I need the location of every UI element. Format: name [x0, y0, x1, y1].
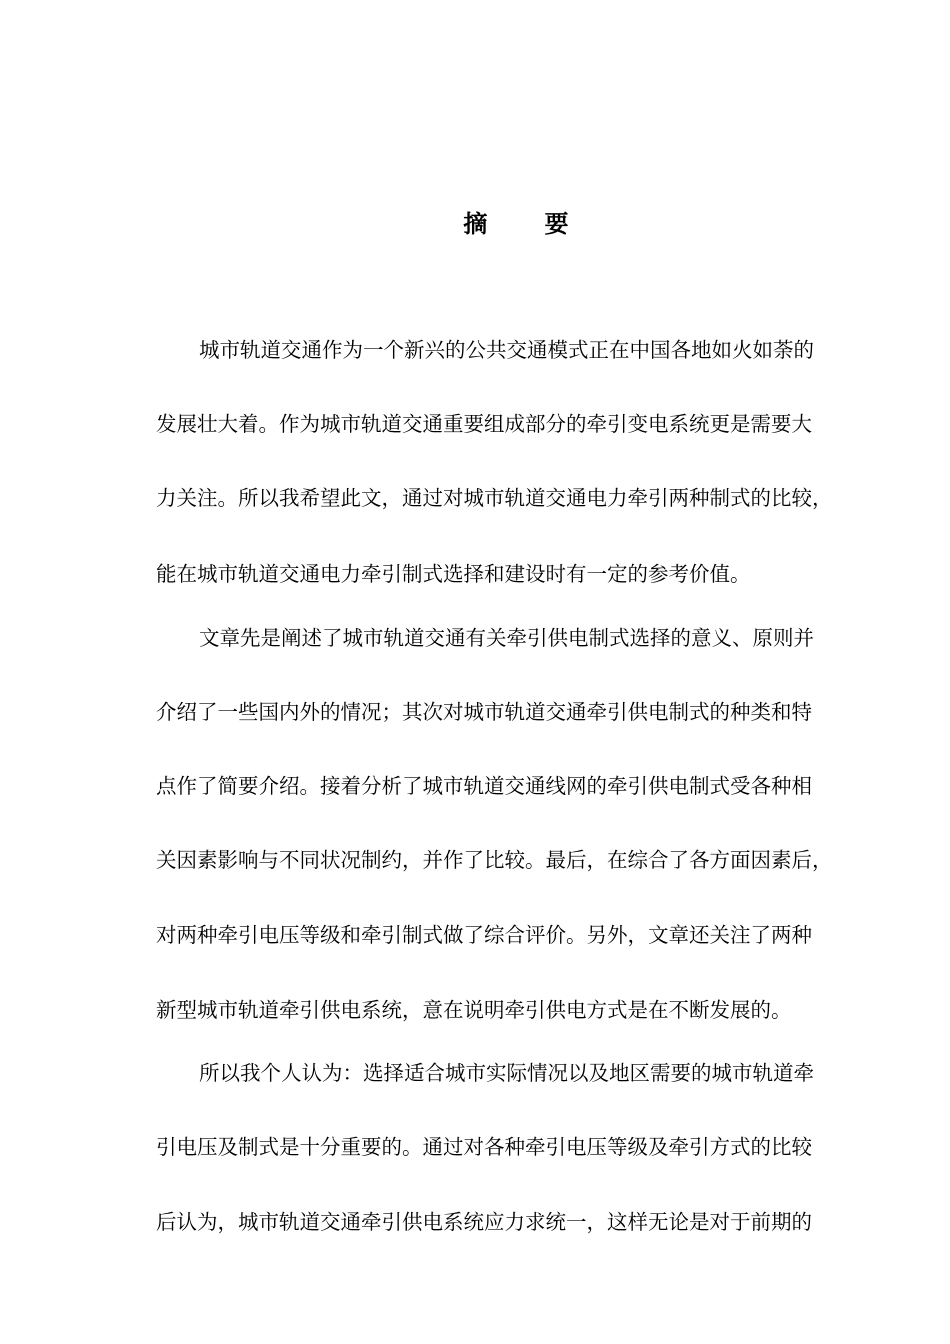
paragraph-2-line-1: 文章先是阐述了城市轨道交通有关牵引供电制式选择的意义、原则并 — [199, 626, 814, 650]
paragraph-2-line-4: 关因素影响与不同状况制约，并作了比较。最后，在综合了各方面因素后， — [156, 848, 833, 872]
paragraph-2-line-3: 点作了简要介绍。接着分析了城市轨道交通线网的牵引供电制式受各种相 — [156, 774, 812, 798]
paragraph-3-line-1: 所以我个人认为：选择适合城市实际情况以及地区需要的城市轨道牵 — [199, 1061, 814, 1085]
paragraph-1-line-3: 力关注。所以我希望此文，通过对城市轨道交通电力牵引两种制式的比较， — [156, 486, 833, 510]
paragraph-2-line-6: 新型城市轨道牵引供电系统，意在说明牵引供电方式是在不断发展的。 — [156, 998, 792, 1022]
paragraph-1-line-1: 城市轨道交通作为一个新兴的公共交通模式正在中国各地如火如荼的 — [199, 338, 814, 362]
paragraph-2-line-2: 介绍了一些国内外的情况；其次对城市轨道交通牵引供电制式的种类和特 — [156, 700, 812, 724]
paragraph-2-line-5: 对两种牵引电压等级和牵引制式做了综合评价。另外，文章还关注了两种 — [156, 923, 812, 947]
page-title: 摘 要 — [463, 210, 570, 238]
paragraph-1-line-2: 发展壮大着。作为城市轨道交通重要组成部分的牵引变电系统更是需要大 — [156, 412, 812, 436]
paragraph-3-line-2: 引电压及制式是十分重要的。通过对各种牵引电压等级及牵引方式的比较 — [156, 1135, 812, 1159]
paragraph-3-line-3: 后认为，城市轨道交通牵引供电系统应力求统一，这样无论是对于前期的 — [156, 1210, 812, 1234]
paragraph-1-line-4: 能在城市轨道交通电力牵引制式选择和建设时有一定的参考价值。 — [156, 562, 751, 586]
